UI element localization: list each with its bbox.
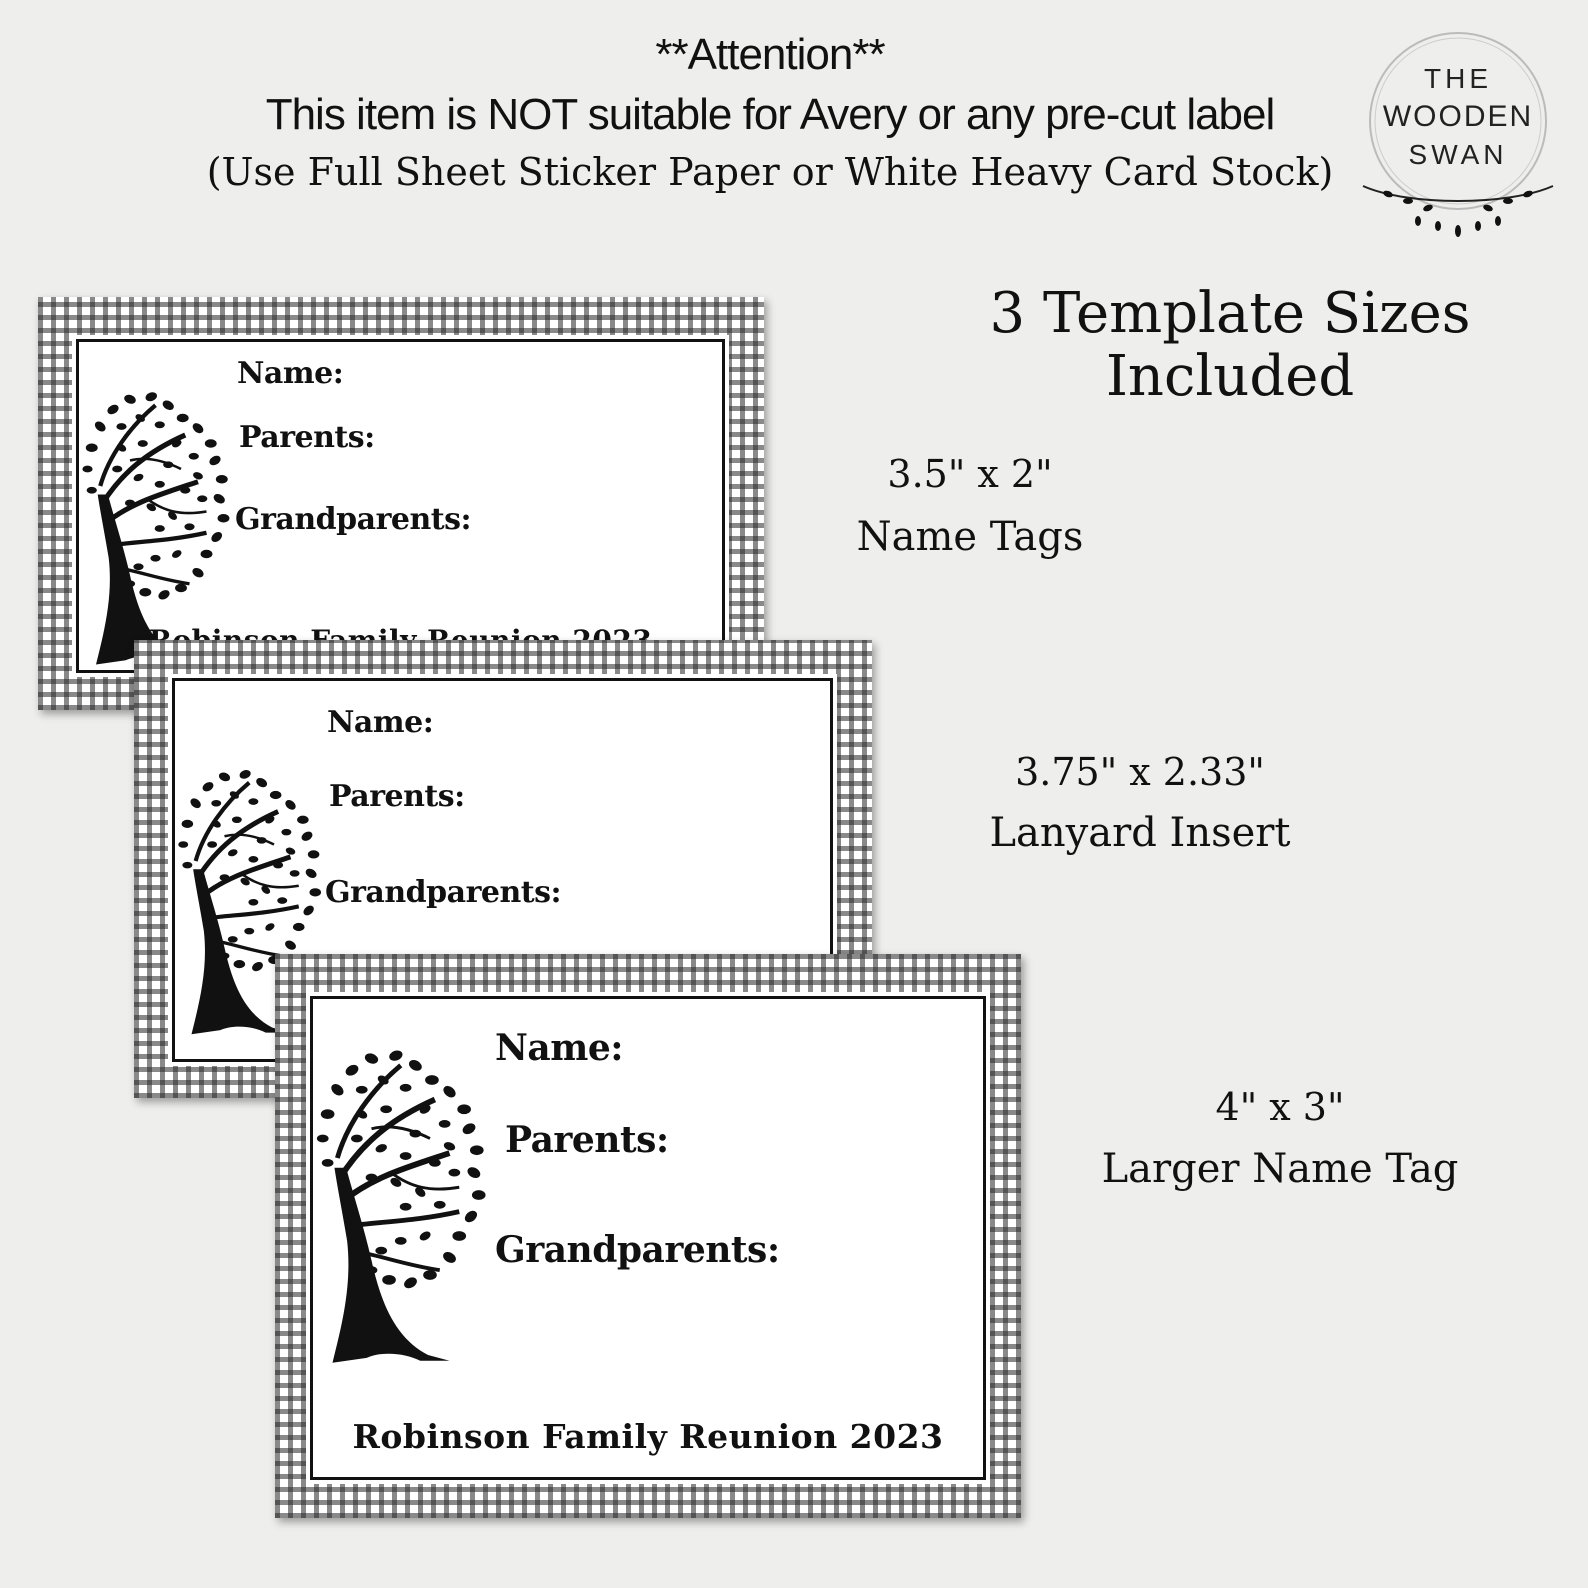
logo-line-3: SWAN (1408, 139, 1508, 170)
size-2-name: Lanyard Insert (989, 810, 1291, 856)
templates-subheading: Included (1105, 344, 1355, 409)
leaf-wreath-icon (1358, 26, 1558, 246)
grandparents-label: Grandparents: (235, 502, 472, 537)
wooden-swan-logo (1358, 26, 1558, 246)
size-3-dimensions: 4" x 3" (1215, 1085, 1345, 1129)
paper-recommendation: (Use Full Sheet Sticker Paper or White Heavy Card Stock) (206, 150, 1334, 194)
parents-label: Parents: (329, 779, 465, 814)
grandparents-label: Grandparents: (325, 875, 562, 910)
name-label: Name: (495, 1027, 624, 1069)
templates-heading: 3 Template Sizes (989, 281, 1471, 346)
size-1-dimensions: 3.5" x 2" (887, 452, 1053, 496)
size-1-name: Name Tags (856, 514, 1084, 560)
logo-line-2: WOODEN (1382, 100, 1534, 133)
logo-line-1: THE (1424, 63, 1492, 94)
attention-heading: **Attention** (655, 30, 885, 79)
name-label: Name: (237, 356, 344, 391)
grandparents-label: Grandparents: (495, 1229, 780, 1271)
size-3-name: Larger Name Tag (1101, 1146, 1459, 1192)
larger-name-tag-card (275, 954, 1021, 1518)
size-2-dimensions: 3.75" x 2.33" (1015, 750, 1265, 794)
card-label-area (310, 996, 986, 1480)
parents-label: Parents: (505, 1119, 669, 1161)
attention-warning: This item is NOT suitable for Avery or any pre-cut label (265, 90, 1275, 139)
name-label: Name: (327, 705, 434, 740)
tree-silhouette-icon (313, 996, 508, 1407)
reunion-footer: Robinson Family Reunion 2023 (352, 1417, 944, 1456)
card-label-area (76, 339, 725, 673)
parents-label: Parents: (239, 420, 375, 455)
